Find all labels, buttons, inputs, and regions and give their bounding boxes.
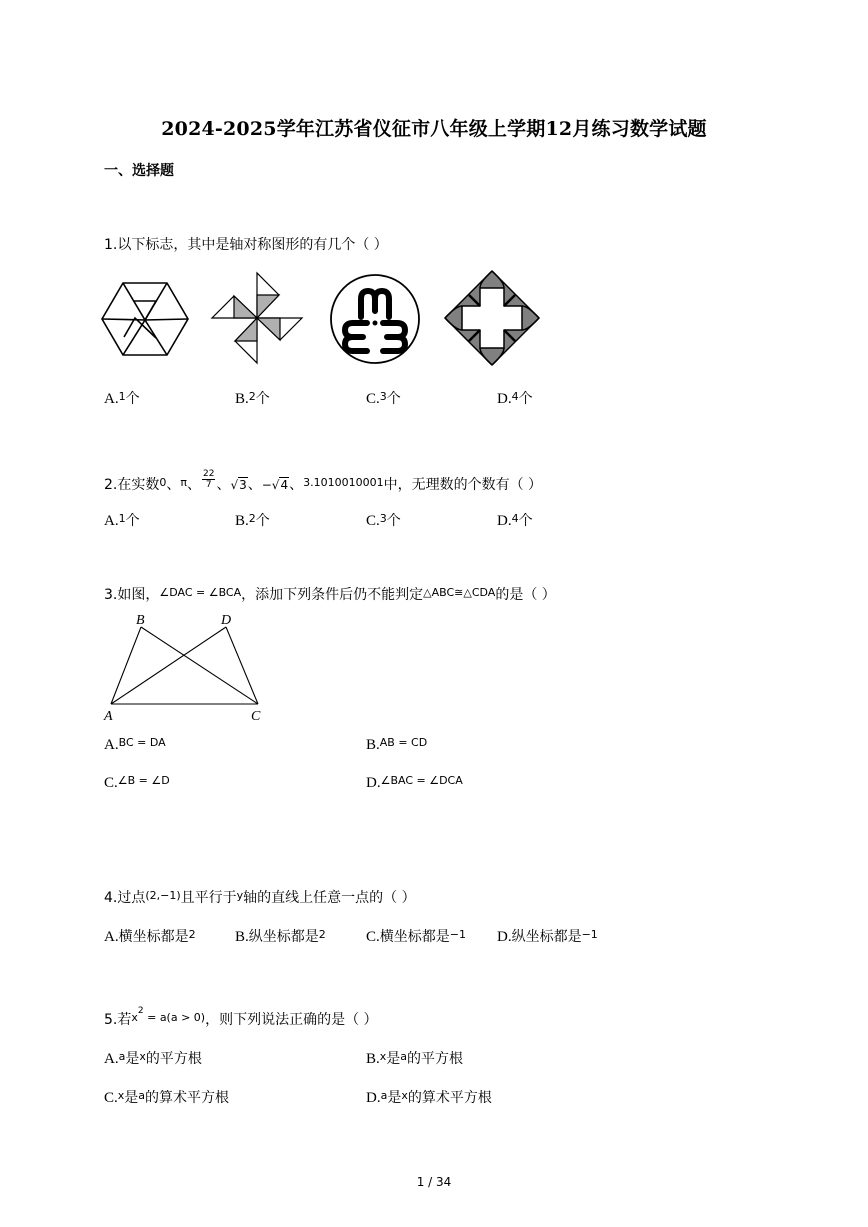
label-c: C	[251, 709, 261, 724]
q4-option-b[interactable]: B.纵坐标都是$^2$	[235, 928, 326, 945]
q4-option-d[interactable]: D.纵坐标都是$^{-1}$	[497, 928, 598, 945]
fraction-22-7: $\frac{22}{7}$	[202, 468, 215, 490]
page-number: 1 / 34	[416, 1175, 452, 1189]
q2-option-d[interactable]: D.$^4$个	[497, 512, 533, 529]
q2-option-a[interactable]: A.$^1$个	[104, 512, 140, 529]
question-3-stem: 3.如图，$^{\angle DAC = \angle BCA}$，添加下列条件后仍不能判定$^{\triangle ABC≅\triangle CDA}$的是（ ）	[104, 586, 556, 603]
sqrt-3: √3	[230, 478, 247, 492]
q2-option-b[interactable]: B.$^2$个	[235, 512, 270, 529]
q2-option-c[interactable]: C.$^3$个	[366, 512, 401, 529]
section-heading: 一、选择题	[104, 163, 174, 179]
neg-sqrt-4: −√4	[261, 478, 289, 492]
q5-option-d[interactable]: D.$^a$是$^x$的算术平方根	[366, 1089, 492, 1106]
q5-option-b[interactable]: B.$^x$是$^a$的平方根	[366, 1050, 464, 1067]
q1-option-c[interactable]: C.$^3$个	[366, 390, 401, 407]
diamond-cross-logo	[442, 268, 542, 368]
q3-option-a[interactable]: A.$^{BC = DA}$	[104, 736, 166, 753]
q3-option-d[interactable]: D.$^{\angle BAC = \angle DCA}$	[366, 774, 463, 791]
pinwheel-logo	[210, 271, 304, 365]
question-2-stem: 2.在实数$^0$、$^\pi$、 $\frac{22}{7}$ 、√3、−√4、$^{3.1010010001}$中，无理数的个数有（ ）	[104, 468, 543, 493]
recycle-hexagon-logo	[100, 280, 190, 358]
q4-option-a[interactable]: A.横坐标都是$^2$	[104, 928, 196, 945]
question-4-stem: 4.过点$^{(2,-1)}$且平行于$^y$轴的直线上任意一点的（ ）	[104, 889, 416, 906]
q1-option-d[interactable]: D.$^4$个	[497, 390, 533, 407]
page-title: 2024-2025学年江苏省仪征市八年级上学期12月练习数学试题	[161, 118, 707, 140]
q5-option-a[interactable]: A.$^a$是$^x$的平方根	[104, 1050, 202, 1067]
q3-option-c[interactable]: C.$^{\angle B = \angle D}$	[104, 774, 170, 791]
label-d: D	[221, 613, 232, 628]
question-5-stem: 5.若$^{x2}$ $^{= a(a > 0)}$，则下列说法正确的是（ ）	[104, 1006, 378, 1028]
question-1-stem: 1.以下标志，其中是轴对称图形的有几个（ ）	[104, 237, 388, 253]
q3-option-b[interactable]: B.$^{AB = CD}$	[366, 736, 428, 753]
label-b: B	[136, 613, 145, 628]
q5-option-c[interactable]: C.$^x$是$^a$的算术平方根	[104, 1089, 230, 1106]
q1-option-a[interactable]: A.$^1$个	[104, 390, 140, 407]
q1-option-b[interactable]: B.$^2$个	[235, 390, 270, 407]
label-a: A	[104, 709, 113, 724]
triangle-figure	[100, 610, 275, 725]
circle-m-logo	[329, 273, 421, 365]
q4-option-c[interactable]: C.横坐标都是$^{-1}$	[366, 928, 466, 945]
